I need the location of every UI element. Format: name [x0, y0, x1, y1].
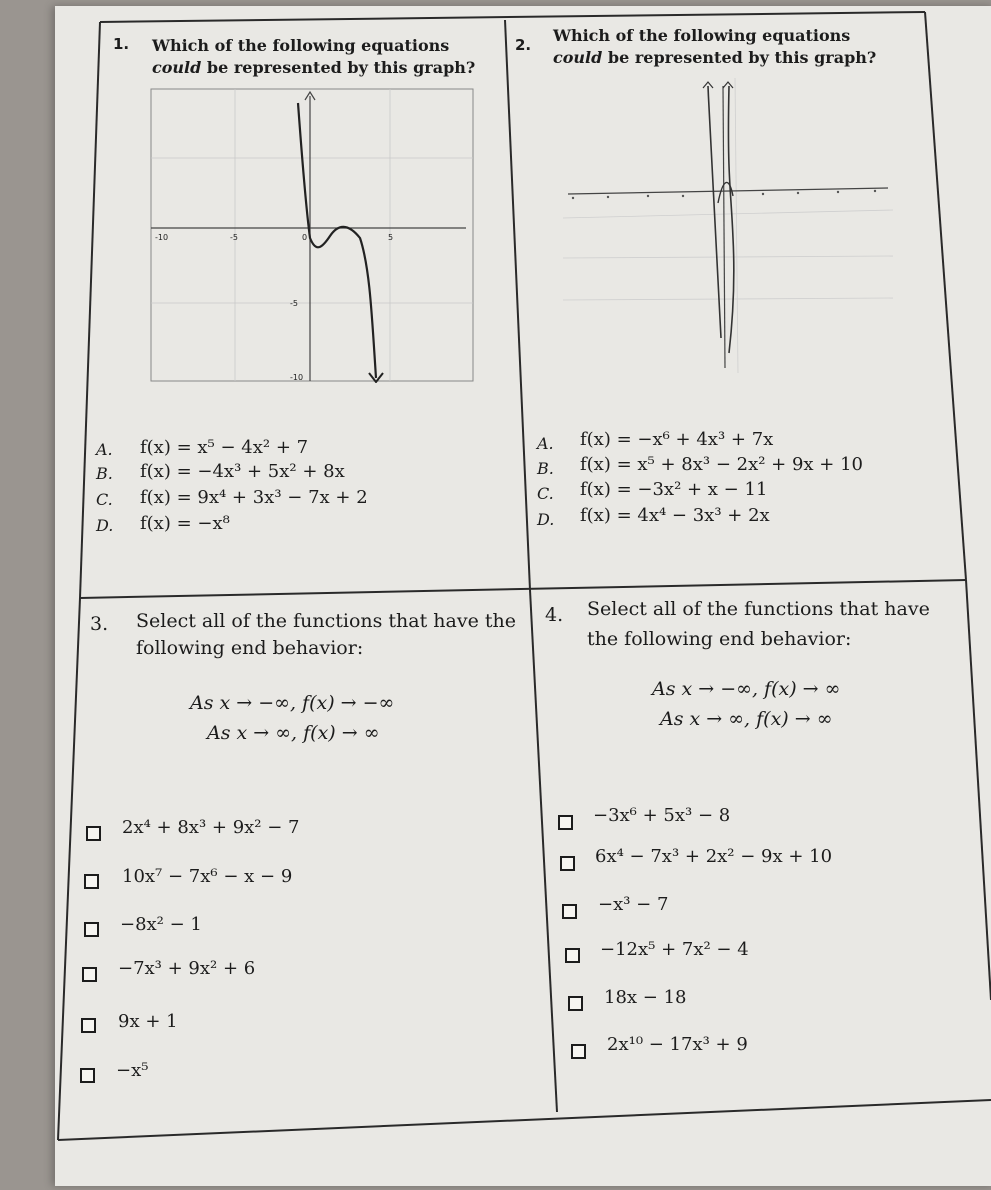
q2-option-a: f(x) = −x⁶ + 4x³ + 7x: [580, 429, 774, 450]
q4-end-behavior-left: As x → −∞, f(x) → ∞: [652, 678, 841, 700]
q4-prompt-part-b: following end behavior:: [624, 628, 852, 650]
q1-graph: [150, 88, 475, 383]
q3-checkbox-1[interactable]: [86, 826, 101, 841]
q1-prompt: [152, 35, 502, 79]
q2-curve-left: [708, 86, 721, 338]
q4-number: 4.: [545, 604, 564, 626]
q2-option-a-letter: A.: [537, 434, 554, 453]
q3-choice-3: −8x² − 1: [120, 914, 202, 935]
q1-tick-x-4: 5: [388, 233, 394, 242]
q3-number: 3.: [90, 613, 109, 635]
q2-option-b: f(x) = x⁵ + 8x³ − 2x² + 9x + 10: [580, 454, 863, 475]
q3-prompt-part-b: following end behavior:: [136, 637, 364, 659]
q1-option-b-letter: B.: [96, 464, 113, 483]
q4-checkbox-3[interactable]: [562, 904, 577, 919]
q4-choice-4: −12x⁵ + 7x² − 4: [600, 939, 749, 960]
q2-prompt-part-a: Which of the following equations: [553, 26, 851, 45]
q2-option-d-letter: D.: [537, 510, 555, 529]
q4-prompt: [587, 594, 957, 654]
q2-prompt: [553, 25, 898, 69]
q1-option-c: f(x) = 9x⁴ + 3x³ − 7x + 2: [140, 487, 368, 508]
q1-tick-x-3: 0: [302, 233, 308, 242]
q1-option-c-letter: C.: [96, 490, 113, 509]
q3-checkbox-6[interactable]: [80, 1068, 95, 1083]
q1-tick-x-1: -10: [155, 233, 169, 242]
q4-checkbox-6[interactable]: [571, 1044, 586, 1059]
q1-tick-y-2: -10: [290, 373, 304, 382]
q2-x-axis: [568, 188, 888, 194]
q1-tick-x-2: -5: [230, 233, 238, 242]
q2-option-c: f(x) = −3x² + x − 11: [580, 479, 768, 500]
q4-choice-6: 2x¹⁰ − 17x³ + 9: [607, 1034, 748, 1055]
q2-graph: [563, 78, 893, 378]
q2-curve-right: [728, 86, 733, 353]
q1-prompt-part-a: Which of the following equations: [152, 36, 450, 55]
q1-option-a: f(x) = x⁵ − 4x² + 7: [140, 437, 309, 458]
q3-prompt: [136, 608, 521, 662]
q2-prompt-part-b: be represented by this graph?: [607, 48, 877, 67]
q2-prompt-emphasis: could: [553, 48, 603, 67]
q1-option-d: f(x) = −x⁸: [140, 513, 230, 534]
q2-y-axis: [723, 86, 725, 368]
q1-option-b: f(x) = −4x³ + 5x² + 8x: [140, 461, 345, 482]
q3-choice-5: 9x + 1: [118, 1011, 178, 1032]
q3-prompt-part-a: Select all of the functions that have the: [136, 610, 516, 632]
q1-tick-y-1: -5: [290, 299, 298, 308]
q3-checkbox-4[interactable]: [82, 967, 97, 982]
q3-choice-4: −7x³ + 9x² + 6: [118, 958, 256, 979]
q3-choice-1: 2x⁴ + 8x³ + 9x² − 7: [122, 817, 300, 838]
q3-end-behavior-right: As x → ∞, f(x) → ∞: [207, 722, 380, 744]
q2-option-c-letter: C.: [537, 484, 554, 503]
q3-end-behavior-left: As x → −∞, f(x) → −∞: [190, 692, 395, 714]
q4-choice-2: 6x⁴ − 7x³ + 2x² − 9x + 10: [595, 846, 833, 867]
q4-choice-1: −3x⁶ + 5x³ − 8: [593, 805, 731, 826]
q3-checkbox-5[interactable]: [81, 1018, 96, 1033]
q4-choice-3: −x³ − 7: [598, 894, 669, 915]
q3-choice-2: 10x⁷ − 7x⁶ − x − 9: [122, 866, 293, 887]
q3-checkbox-3[interactable]: [84, 922, 99, 937]
q3-checkbox-2[interactable]: [84, 874, 99, 889]
q3-choice-6: −x⁵: [116, 1060, 149, 1081]
q1-option-d-letter: D.: [96, 516, 114, 535]
q1-prompt-part-b: be represented by this graph?: [206, 58, 476, 77]
q4-checkbox-1[interactable]: [558, 815, 573, 830]
q4-checkbox-2[interactable]: [560, 856, 575, 871]
q1-prompt-emphasis: could: [152, 58, 202, 77]
q1-number: 1.: [113, 35, 130, 53]
q2-option-d: f(x) = 4x⁴ − 3x³ + 2x: [580, 505, 770, 526]
q1-option-a-letter: A.: [96, 440, 113, 459]
q4-checkbox-5[interactable]: [568, 996, 583, 1011]
q4-prompt-part-a: Select all of the functions that have the: [587, 598, 930, 650]
q4-checkbox-4[interactable]: [565, 948, 580, 963]
q2-number: 2.: [515, 36, 532, 54]
q2-option-b-letter: B.: [537, 459, 554, 478]
q4-choice-5: 18x − 18: [604, 987, 687, 1008]
q4-end-behavior-right: As x → ∞, f(x) → ∞: [660, 708, 833, 730]
